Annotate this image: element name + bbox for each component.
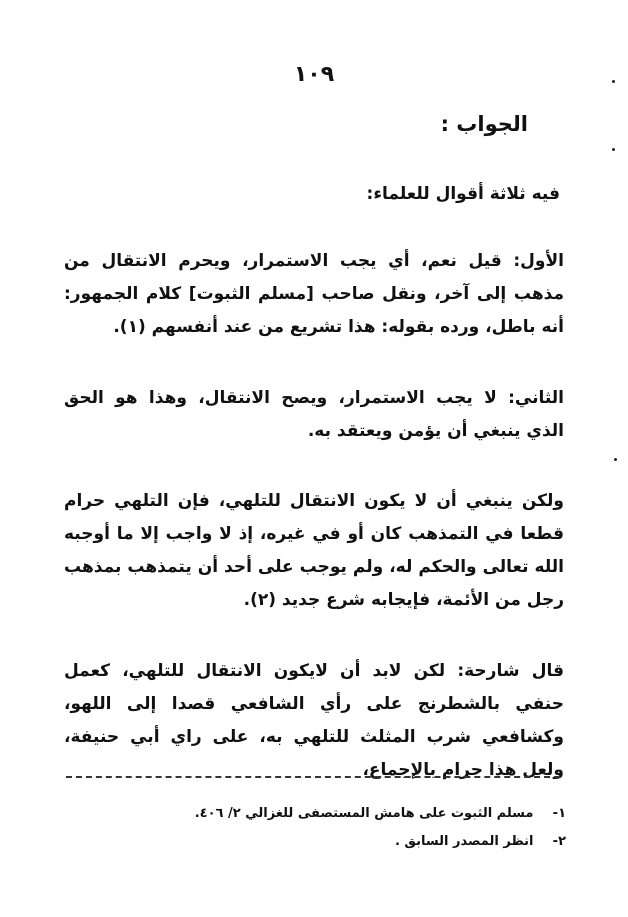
page-number: ١٠٩ — [293, 62, 335, 87]
margin-dot — [614, 458, 617, 461]
footnote-number: ١- — [552, 806, 566, 821]
footnote-text: مسلم الثبوت على هامش المستصفى للغزالي ٢/ ٤٠٦. — [194, 806, 534, 821]
paragraph-condition: ولكن ينبغي أن لا يكون الانتقال للتلهي، فإن التلهي حرام قطعا في التمذهب كان أو في غيره، إذ لا واجب إلا ما أوجبه الله تعالى والحكم له، ولم يوجب على أحد أن يتمذهب بمذهب رجل من الأئمة، فإيجابه شرع جديد (٢). — [64, 491, 564, 610]
footnote-item — [66, 828, 566, 856]
paragraph-second-opinion: الثاني: لا يجب الاستمرار، ويصح الانتقال، وهذا هو الحق الذي ينبغي أن يؤمن ويعتقد به. — [64, 388, 564, 441]
footnote-item — [66, 800, 566, 828]
paragraph-intro: فيه ثلاثة أقوال للعلماء: — [366, 184, 560, 204]
section-title: الجواب : — [440, 112, 528, 136]
footnote-number: ٢- — [552, 834, 566, 849]
margin-dot — [612, 148, 615, 151]
footnote-separator — [66, 776, 560, 778]
paragraph-commentator: قال شارحة: لكن لابد أن لايكون الانتقال للتلهي، كعمل حنفي بالشطرنج على رأي الشافعي قصدا إلى اللهو، وكشافعي شرب المثلث للتلهي به، على راي أبي حنيفة، ولعل هذا حرام بالإجماع، — [64, 661, 564, 780]
paragraph-first-opinion: الأول: قيل نعم، أي يجب الاستمرار، ويحرم الانتقال من مذهب إلى آخر، ونقل صاحب [مسلم الثبوت] كلام الجمهور: أنه باطل، ورده بقوله: هذا تشريع من عند أنفسهم (١). — [64, 251, 564, 337]
footnotes — [66, 800, 566, 856]
footnote-text: انظر المصدر السابق . — [394, 834, 534, 849]
